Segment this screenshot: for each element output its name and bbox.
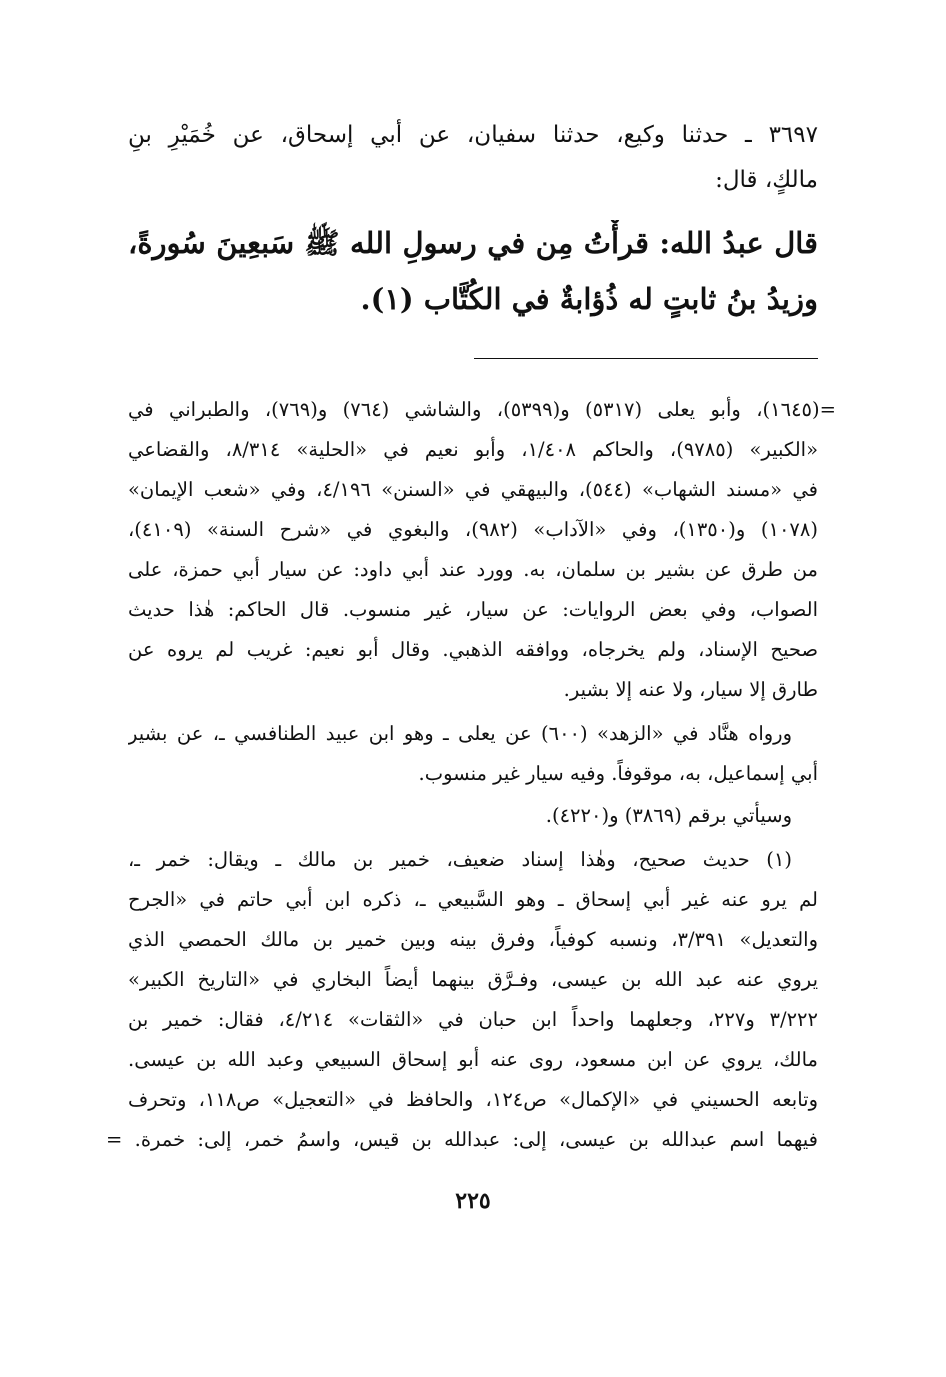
footnote-separator [474, 358, 818, 359]
footnote-line: لم يرو عنه غير أبي إسحاق ـ وهو السَّبيعي ـ، ذكره ابن أبي حاتم في «الجرح [128, 888, 818, 911]
footnote-line: من طرق عن بشير بن سلمان، به. وورد عند أبي داود: عن سيار أبي حمزة، على [128, 558, 818, 581]
footnote-line: في «مسند الشهاب» (٥٤٤)، والبيهقي في «السنن» ٤/١٩٦، وفي «شعب الإيمان» [128, 478, 818, 501]
footnote-line: وسيأتي برقم (٣٨٦٩) و(٤٢٢٠). [545, 804, 792, 827]
isnad-line-1: ٣٦٩٧ ـ حدثنا وكيع، حدثنا سفيان، عن أبي إسحاق، عن خُمَيْرِ بنِ [128, 122, 818, 148]
footnote-line: الصواب، وفي بعض الروايات: عن سيار، غير منسوب. قال الحاكم: هٰذا حديث [128, 598, 818, 621]
footnote-line: «الكبير» (٩٧٨٥)، والحاكم ١/٤٠٨، وأبو نعيم في «الحلية» ٨/٣١٤، والقضاعي [128, 438, 818, 461]
hadith-line-2: وزيدُ بنُ ثابتٍ له ذُؤابةٌ في الكُتَّاب (١). [360, 282, 818, 316]
footnote-line: طارق إلا سيار، ولا عنه إلا بشير. [563, 678, 818, 701]
footnote-line: =(١٦٤٥)، وأبو يعلى (٥٣١٧) و(٥٣٩٩)، والشاشي (٧٦٤) و(٧٦٩)، والطبراني في [128, 398, 836, 421]
footnote-line: يروي عنه عبد الله بن عيسى، وفـرَّق بينهما أيضاً البخاري في «التاريخ الكبير» [128, 968, 818, 991]
footnote-line: والتعديل» ٣/٣٩١، ونسبه كوفياً، وفرق بينه وبين خمير بن مالك الحمصي الذي [128, 928, 818, 951]
footnote-line: ورواه هنَّاد في «الزهد» (٦٠٠) عن يعلى ـ وهو ابن عبيد الطنافسي ـ، عن بشير [128, 722, 792, 745]
isnad-line-2: مالكٍ، قال: [715, 167, 818, 193]
footnote-line: ٣/٢٢٢ و٢٢٧، وجعلهما واحداً ابن حبان في «الثقات» ٤/٢١٤، فقال: خمير بن [128, 1008, 818, 1031]
footnote-line: صحيح الإسناد، ولم يخرجاه، ووافقه الذهبي. وقال أبو نعيم: غريب لم يروه عن [128, 638, 818, 661]
page-number: ٢٢٥ [455, 1188, 491, 1214]
footnote-line: مالك، يروي عن ابن مسعود، روى عنه أبو إسحاق السبيعي وعبد الله بن عيسى. [128, 1048, 818, 1071]
footnote-line: (١) حديث صحيح، وهٰذا إسناد ضعيف، خمير بن مالك ـ ويقال: خمر ـ، [128, 848, 792, 871]
hadith-line-1: قال عبدُ الله: قرأْتُ مِن في رسولِ الله ﷺ سَبعِينَ سُورةً، [128, 226, 818, 260]
footnote-line: (١٠٧٨) و(١٣٥٠)، وفي «الآداب» (٩٨٢)، والبغوي في «شرح السنة» (٤١٠٩)، [128, 518, 818, 541]
footnote-line: فيهما اسم عبدالله بن عيسى، إلى: عبدالله بن قيس، واسمُ خمر، إلى: خمرة. = [106, 1128, 818, 1151]
footnote-line: أبي إسماعيل، به، موقوفاً. وفيه سيار غير منسوب. [418, 762, 818, 785]
footnote-line: وتابعه الحسيني في «الإكمال» ص١٢٤، والحافظ في «التعجيل» ص١١٨، وتحرف [128, 1088, 818, 1111]
